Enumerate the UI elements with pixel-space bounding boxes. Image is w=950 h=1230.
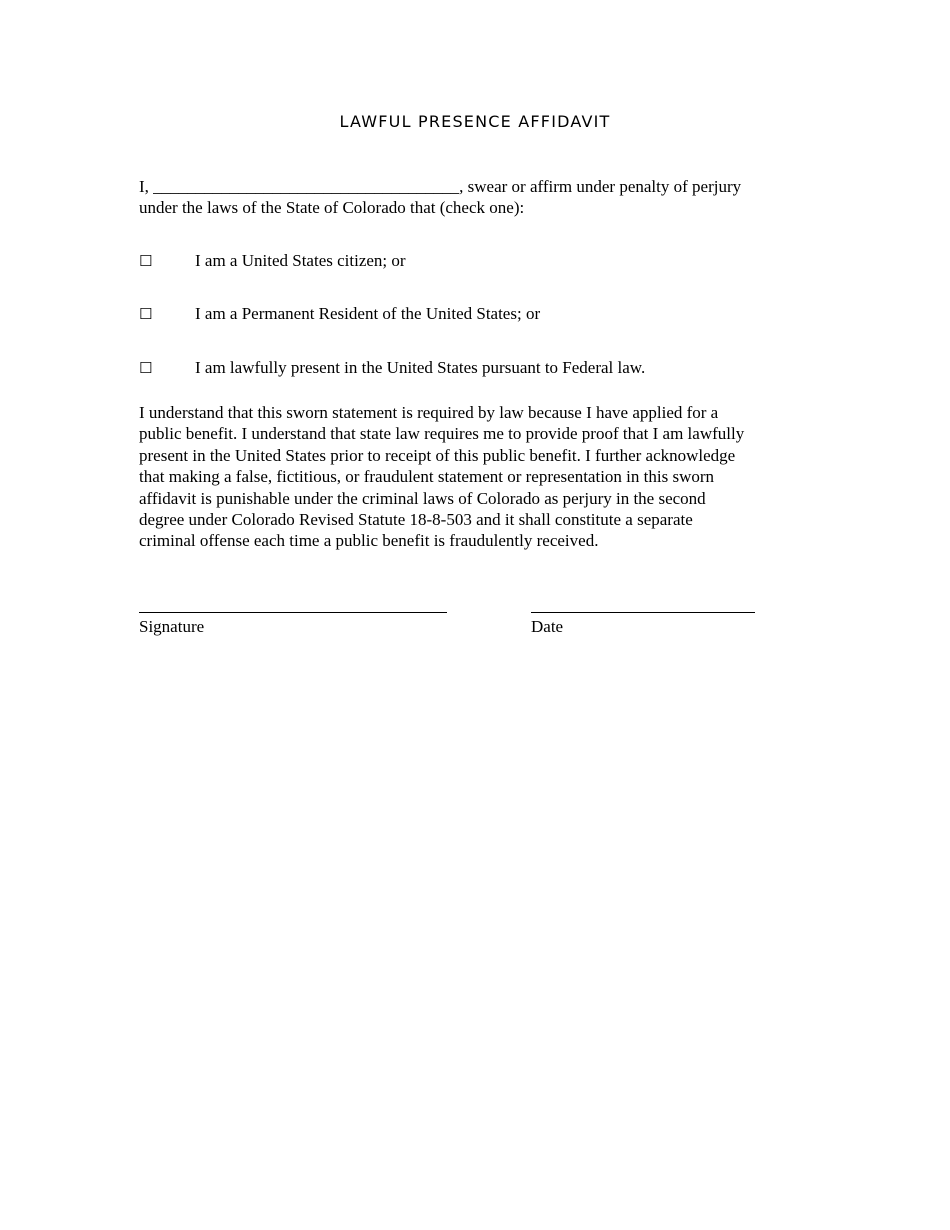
option-label: I am a Permanent Resident of the United States; or <box>195 304 541 323</box>
statement-line: I understand that this sworn statement is required by law because I have applied for a <box>139 403 719 422</box>
option-lawfully-present[interactable] <box>139 357 645 379</box>
statement-line: criminal offense each time a public benefit is fraudulently received. <box>139 531 599 551</box>
checkbox-icon[interactable]: ☐ <box>139 359 153 377</box>
checkbox-icon[interactable]: ☐ <box>139 252 153 270</box>
intro-line: under the laws of the State of Colorado that (check one): <box>139 198 525 217</box>
statement-line: present in the United States prior to receipt of this public benefit. I further acknowledge <box>139 445 736 465</box>
option-label: I am a United States citizen; or <box>195 251 406 270</box>
statement-line: degree under Colorado Revised Statute 18-8-503 and it shall constitute a separate <box>139 510 693 530</box>
option-label: I am lawfully present in the United States pursuant to Federal law. <box>195 358 646 377</box>
statement-line: affidavit is punishable under the criminal laws of Colorado as perjury in the second <box>139 488 706 508</box>
signature-label: Signature <box>139 617 205 636</box>
option-us-citizen[interactable] <box>139 250 406 272</box>
intro-statement <box>139 176 829 218</box>
statement-line: that making a false, fictitious, or fraudulent statement or representation in this sworn <box>139 467 715 487</box>
document-title: LAWFUL PRESENCE AFFIDAVIT <box>339 112 611 131</box>
intro-line[interactable]: I, ____________________________________, swear or affirm under penalty of perjury <box>139 177 742 196</box>
date-line[interactable] <box>531 612 755 613</box>
statement-line: public benefit. I understand that state law requires me to provide proof that I am lawfully <box>139 424 745 444</box>
checkbox-icon[interactable]: ☐ <box>139 305 153 323</box>
sworn-statement-paragraph <box>139 402 829 552</box>
signature-line[interactable] <box>139 612 447 613</box>
date-label: Date <box>531 617 564 636</box>
option-permanent-resident[interactable] <box>139 303 540 325</box>
